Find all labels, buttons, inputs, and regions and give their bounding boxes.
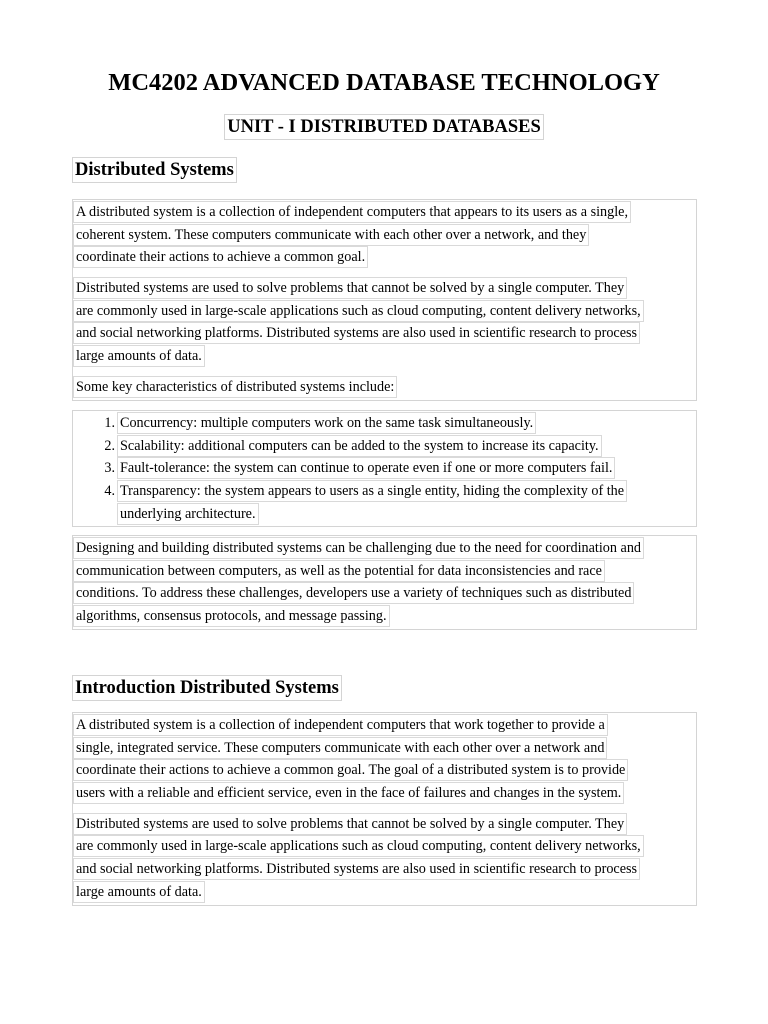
text-line: are commonly used in large-scale applications such as cloud computing, content delivery networks,: [73, 300, 644, 322]
text-line: coherent system. These computers communicate with each other over a network, and they: [73, 224, 589, 246]
paragraph-line: [73, 835, 696, 858]
paragraph-line: [73, 858, 696, 881]
list-item: [73, 480, 696, 525]
text-line: large amounts of data.: [73, 345, 205, 367]
page-title: MC4202 ADVANCED DATABASE TECHNOLOGY: [108, 69, 660, 96]
paragraph: [73, 376, 696, 399]
paragraph: [73, 714, 696, 805]
list-item-number: 4.: [104, 483, 115, 500]
section-heading-distributed-systems: Distributed Systems: [72, 157, 237, 183]
paragraph-line: [73, 322, 696, 345]
paragraph: [73, 277, 696, 368]
paragraph-line: [73, 537, 696, 560]
unit-title: UNIT - I DISTRIBUTED DATABASES: [224, 114, 544, 140]
list-item-number: 3.: [104, 460, 115, 477]
text-line: single, integrated service. These computers communicate with each other over a network and: [73, 737, 607, 759]
paragraph-line: [73, 201, 696, 224]
text-line: Concurrency: multiple computers work on the same task simultaneously.: [117, 412, 536, 434]
text-line: and social networking platforms. Distributed systems are also used in scientific research to process: [73, 858, 640, 880]
characteristics-list: [72, 410, 697, 527]
paragraph-line: [73, 560, 696, 583]
paragraph-line: [73, 246, 696, 269]
section2-paragraphs-box: [72, 712, 697, 906]
list-item: [73, 435, 696, 458]
section1-closing-box: [72, 535, 697, 630]
paragraph-line: [73, 759, 696, 782]
paragraph: [73, 813, 696, 904]
paragraph-line: [73, 714, 696, 737]
text-line: A distributed system is a collection of independent computers that work together to provide a: [73, 714, 608, 736]
section-heading-introduction-distributed-systems: Introduction Distributed Systems: [72, 675, 342, 701]
paragraph-line: [73, 300, 696, 323]
text-line: underlying architecture.: [117, 503, 259, 525]
paragraph: [73, 537, 696, 628]
paragraph-line: [73, 605, 696, 628]
paragraph: [73, 201, 696, 269]
list-item-line: [73, 503, 696, 526]
text-line: Distributed systems are used to solve problems that cannot be solved by a single computer. They: [73, 813, 627, 835]
paragraph-line: [73, 782, 696, 805]
list-item-line: [73, 480, 696, 503]
list-item-number: 1.: [104, 415, 115, 431]
paragraph-line: [73, 224, 696, 247]
text-line: conditions. To address these challenges, developers use a variety of techniques such as distributed: [73, 582, 634, 604]
text-line: Fault-tolerance: the system can continue to operate even if one or more computers fail.: [117, 457, 615, 479]
list-item: [73, 457, 696, 480]
text-line: users with a reliable and efficient service, even in the face of failures and changes in the system.: [73, 782, 624, 804]
text-line: coordinate their actions to achieve a common goal.: [73, 246, 368, 268]
text-line: algorithms, consensus protocols, and message passing.: [73, 605, 390, 627]
paragraph-line: [73, 737, 696, 760]
text-line: Scalability: additional computers can be added to the system to increase its capacity.: [117, 435, 602, 457]
text-line: and social networking platforms. Distributed systems are also used in scientific research to process: [73, 322, 640, 344]
text-line: Transparency: the system appears to users as a single entity, hiding the complexity of the: [117, 480, 627, 502]
text-line: communication between computers, as well as the potential for data inconsistencies and race: [73, 560, 605, 582]
text-line: A distributed system is a collection of independent computers that appears to its users as a single,: [73, 201, 631, 223]
text-line: Some key characteristics of distributed systems include:: [73, 376, 397, 398]
paragraph-line: [73, 376, 696, 399]
text-line: Distributed systems are used to solve problems that cannot be solved by a single computer. They: [73, 277, 627, 299]
text-line: Designing and building distributed systems can be challenging due to the need for coordination and: [73, 537, 644, 559]
paragraph-line: [73, 881, 696, 904]
unit-title-wrap: [0, 114, 768, 140]
text-line: are commonly used in large-scale applications such as cloud computing, content delivery networks,: [73, 835, 644, 857]
list-item-line: [73, 412, 696, 435]
list-item-line: [73, 457, 696, 480]
list-item: [73, 412, 696, 435]
list-item-line: [73, 435, 696, 458]
paragraph-line: [73, 582, 696, 605]
text-line: large amounts of data.: [73, 881, 205, 903]
paragraph-line: [73, 277, 696, 300]
paragraph-line: [73, 813, 696, 836]
text-line: coordinate their actions to achieve a common goal. The goal of a distributed system is to provide: [73, 759, 628, 781]
paragraph-line: [73, 345, 696, 368]
section1-paragraphs-box: [72, 199, 697, 401]
list-item-number: 2.: [104, 437, 115, 454]
